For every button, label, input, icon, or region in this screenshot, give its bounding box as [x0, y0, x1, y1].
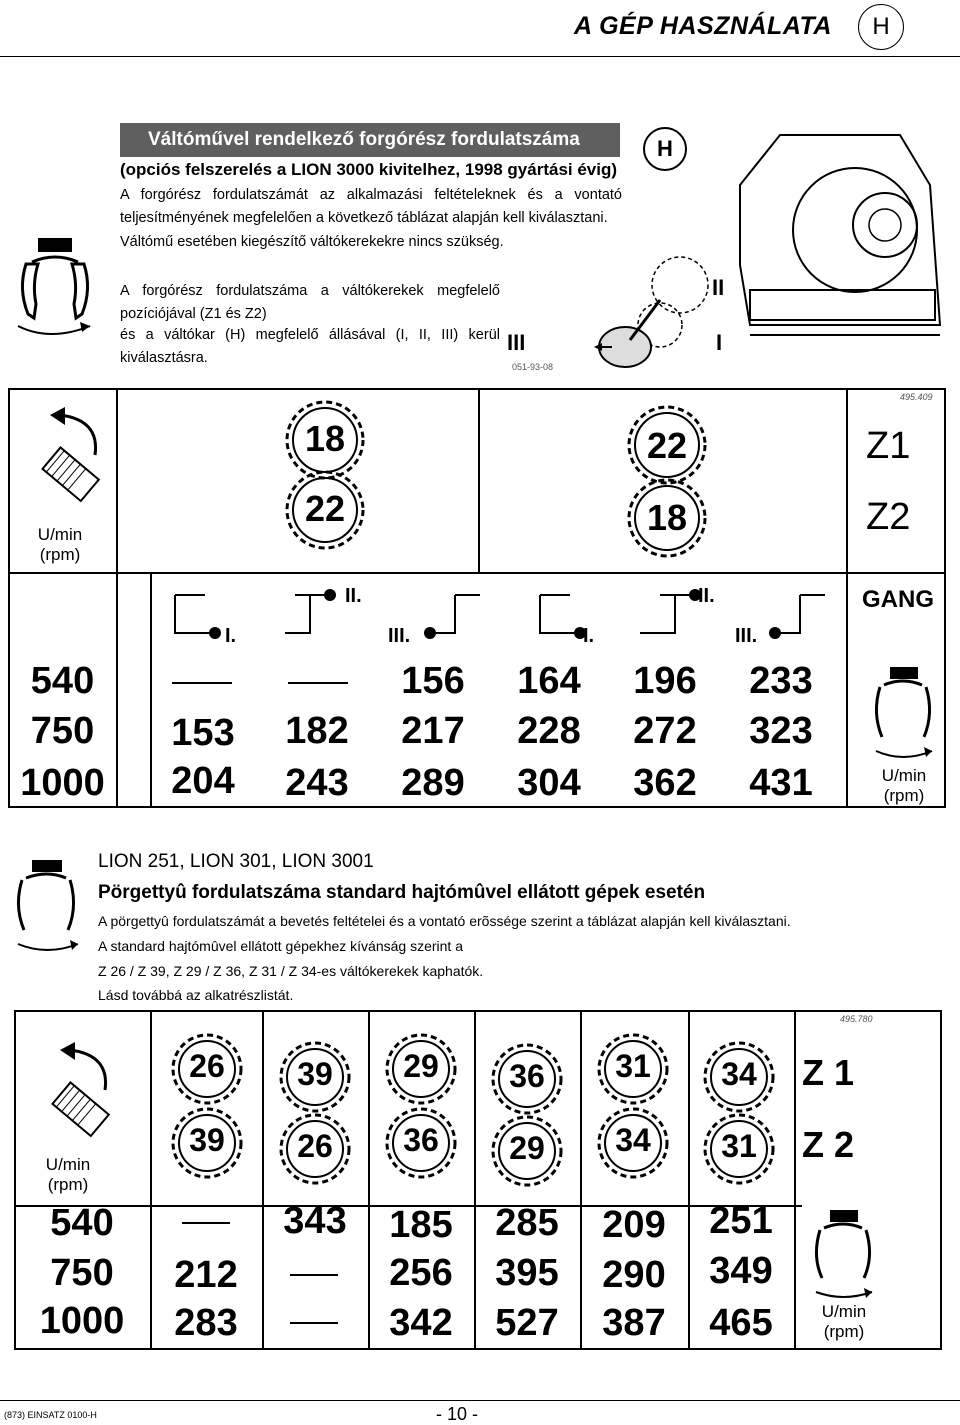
table1-side-rpm: U/min — [881, 766, 927, 785]
position-label: I. — [583, 625, 595, 647]
rotation-symbol-icon — [10, 234, 100, 344]
gear2-z1: 22 — [646, 425, 688, 466]
gear-z1: 31 — [615, 1048, 651, 1084]
rpm-row-label: 1000 — [20, 762, 105, 804]
value-cell: 251 — [709, 1200, 773, 1242]
section1-para3: A forgórész fordulatszáma a váltókerekek megfelelő pozíciójával (Z1 és Z2) — [120, 283, 500, 322]
value-cell: 387 — [602, 1302, 666, 1344]
value-cell: 209 — [602, 1204, 666, 1246]
value-cell: 182 — [285, 710, 349, 752]
rotation-symbol-icon — [868, 665, 938, 765]
gear-z1: 39 — [297, 1056, 333, 1092]
value-cell: 185 — [389, 1204, 453, 1246]
value-cell: 204 — [171, 760, 235, 802]
section1-para4: és a váltókar (H) megfelelő állásával (I, II, III) kerül kiválasztásra. — [120, 327, 500, 366]
section2-line4: Lásd továbbá az alkatrészlistát. — [98, 987, 294, 1003]
section2-title1: LION 251, LION 301, LION 3001 — [98, 851, 374, 872]
table2-side-rpm2: (rpm) — [823, 1322, 865, 1341]
value-cell: 153 — [171, 712, 235, 754]
section1-para2: Váltómű esetében kiegészítő váltókerekekre nincs szükség. — [120, 234, 504, 250]
value-cell: 217 — [401, 710, 465, 752]
lever-position-II: II — [712, 275, 725, 300]
rpm-row-label: 540 — [30, 660, 95, 702]
lever-position-III: III — [507, 330, 526, 355]
value-cell: 395 — [495, 1252, 559, 1294]
rotation-symbol-icon — [808, 1208, 882, 1303]
rpm-row-label: 1000 — [39, 1300, 125, 1342]
pto-shaft-icon — [40, 1040, 120, 1140]
value-cell: 212 — [174, 1254, 238, 1296]
rpm-row-label: 750 — [30, 710, 95, 752]
value-cell: 362 — [633, 762, 697, 804]
figure-badge-h: H — [643, 127, 687, 171]
gear-z1: 26 — [189, 1048, 225, 1084]
gear-z1: 36 — [509, 1058, 545, 1094]
position-label: I. — [225, 625, 237, 647]
gear-z1: 34 — [721, 1056, 757, 1092]
lever-position-I: I — [716, 330, 723, 355]
value-cell: 233 — [749, 660, 813, 702]
section-title-bar: Váltóművel rendelkező forgórész fordulatszáma — [120, 123, 620, 157]
rotation-symbol-icon — [8, 858, 88, 958]
page-number: - 10 - — [436, 1404, 479, 1424]
page-header-title: A GÉP HASZNÁLATA — [574, 12, 832, 40]
table2-z2-label: Z 2 — [802, 1124, 855, 1165]
value-cell: 196 — [633, 660, 697, 702]
rpm-row-label: 540 — [50, 1202, 114, 1244]
position-label: III. — [388, 625, 411, 647]
value-cell: 283 — [174, 1302, 238, 1344]
section2-line3: Z 26 / Z 39, Z 29 / Z 36, Z 31 / Z 34-es váltókerekek kaphatók. — [98, 963, 484, 979]
section1-para1: A forgórész fordulatszámát az alkalmazási feltételeknek és a vontató teljesítményének megfelelően a következő táblázat alapján kell kiválasztani. — [120, 187, 622, 226]
empty-value-dash — [290, 1274, 338, 1276]
value-cell: 256 — [389, 1252, 453, 1294]
pto-shaft-icon — [30, 405, 110, 505]
value-cell: 465 — [709, 1302, 773, 1344]
table1-rpm-label2: (rpm) — [39, 545, 81, 564]
gear-z2: 39 — [189, 1122, 225, 1158]
gear1-z1: 18 — [304, 418, 346, 459]
table1-code: 495.409 — [900, 392, 933, 402]
language-badge: H — [858, 4, 904, 50]
gear-z2: 26 — [297, 1128, 333, 1164]
gearbox-figure — [500, 125, 950, 375]
gear-z2: 31 — [721, 1128, 757, 1164]
table2-z1-label: Z 1 — [802, 1052, 855, 1093]
value-cell: 164 — [517, 660, 581, 702]
empty-value-dash — [182, 1222, 230, 1224]
table1-rpm-label: U/min — [37, 525, 83, 544]
table1-gang-label: GANG — [862, 586, 934, 613]
empty-value-dash — [290, 1322, 338, 1324]
value-cell: 243 — [285, 762, 349, 804]
value-cell: 304 — [517, 762, 581, 804]
section2-line2: A standard hajtómûvel ellátott gépekhez kívánság szerint a — [98, 938, 463, 954]
position-label: II. — [345, 585, 362, 607]
value-cell: 343 — [283, 1200, 347, 1242]
table2-rpm-label: U/min — [45, 1155, 91, 1174]
value-cell: 349 — [709, 1250, 773, 1292]
gear1-z2: 22 — [304, 488, 346, 529]
gear-z2: 34 — [615, 1122, 651, 1158]
value-cell: 290 — [602, 1254, 666, 1296]
figure-code: 051-93-08 — [512, 362, 554, 372]
value-cell: 285 — [495, 1202, 559, 1244]
value-cell: 323 — [749, 710, 813, 752]
table1-z1-label: Z1 — [866, 425, 911, 467]
section-subtitle: (opciós felszerelés a LION 3000 kivitelhez, 1998 gyártási évig) — [120, 160, 618, 179]
rpm-row-label: 750 — [50, 1252, 114, 1294]
table2-side-rpm: U/min — [821, 1302, 867, 1321]
gear-z2: 29 — [509, 1130, 545, 1166]
empty-value-dash — [172, 682, 232, 684]
value-cell: 228 — [517, 710, 581, 752]
section2-line1: A pörgettyû fordulatszámát a bevetés feltételei és a vontató erõssége szerint a táblázat alapján kell kiválasztani. — [98, 913, 791, 929]
value-cell: 289 — [401, 762, 465, 804]
table2-code: 495.780 — [840, 1014, 873, 1024]
value-cell: 342 — [389, 1302, 453, 1344]
section2-title2: Pörgettyû fordulatszáma standard hajtómûvel ellátott gépek esetén — [98, 882, 706, 903]
value-cell: 527 — [495, 1302, 559, 1344]
table1-z2-label: Z2 — [866, 496, 911, 538]
table2-rpm-label2: (rpm) — [47, 1175, 89, 1194]
gear2-z2: 18 — [646, 497, 688, 538]
empty-value-dash — [288, 682, 348, 684]
gear-z1: 29 — [403, 1048, 439, 1084]
value-cell: 156 — [401, 660, 465, 702]
gear-z2: 36 — [403, 1122, 439, 1158]
footer-code: (873) EINSATZ 0100-H — [4, 1410, 97, 1420]
position-label: II. — [698, 585, 715, 607]
position-label: III. — [735, 625, 758, 647]
table1-side-rpm2: (rpm) — [883, 786, 925, 805]
value-cell: 431 — [749, 762, 813, 804]
header-rule — [0, 56, 960, 57]
value-cell: 272 — [633, 710, 697, 752]
